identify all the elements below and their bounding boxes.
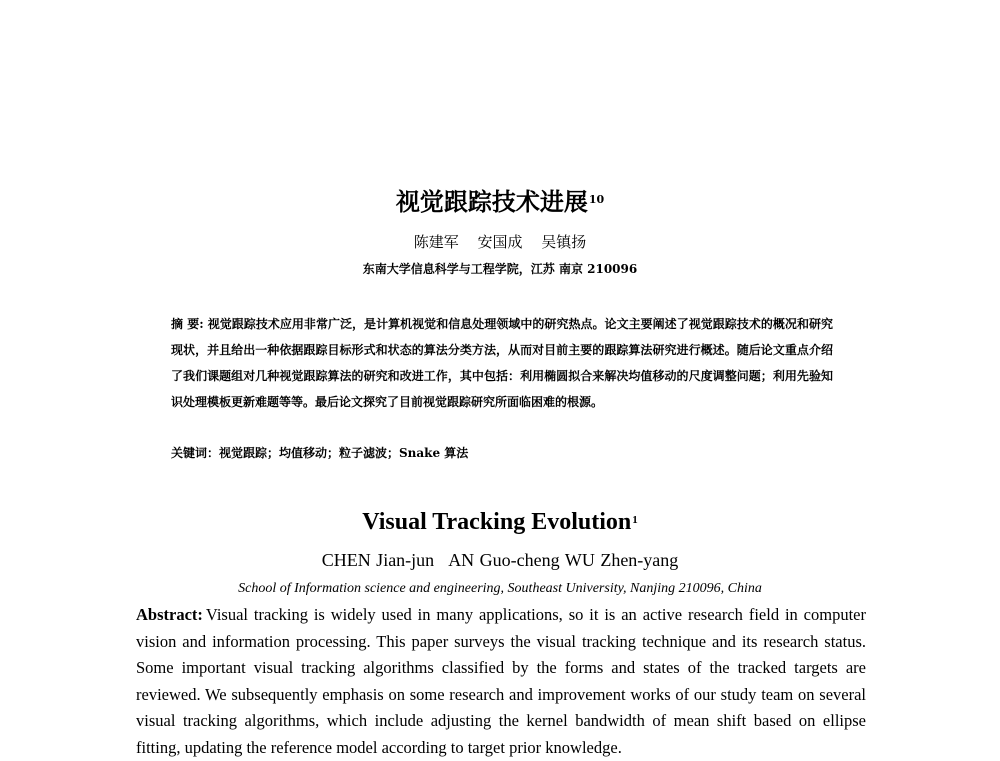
chinese-authors: 陈建军 安国成 吴镇扬 xyxy=(413,233,587,251)
english-abstract-label: Abstract: xyxy=(136,605,203,624)
chinese-keywords-text: 视觉跟踪；均值移动；粒子滤波；Snake 算法 xyxy=(219,446,469,460)
english-title-text: Visual Tracking Evolution xyxy=(362,509,632,535)
english-author-1: CHEN Jian-jun xyxy=(321,550,435,570)
chinese-keywords-label: 关键词： xyxy=(171,446,220,460)
english-title-footnote: 1 xyxy=(632,514,638,526)
english-abstract xyxy=(136,602,866,761)
chinese-abstract xyxy=(171,311,833,415)
english-affiliation: School of Information science and engineering, Southeast University, Nanjing 210096, China xyxy=(238,581,762,596)
chinese-abstract-text: 视觉跟踪技术应用非常广泛，是计算机视觉和信息处理领域中的研究热点。论文主要阐述了视觉跟踪技术的概况和研究现状，并且给出一种依据跟踪目标形式和状态的算法分类方法，从而对目前主要的跟踪算法研究进行概述。随后论文重点介绍了我们课题组对几种视觉跟踪算法的研究和改进工作，其中包括：利用椭圆拟合来解决均值移动的尺度调整问题；利用先验知识处理模板更新难题等等。最后论文探究了目前视觉跟踪研究所面临困难的根源。 xyxy=(171,317,833,409)
chinese-keywords xyxy=(171,443,833,463)
english-author-2: AN Guo-cheng WU Zhen-yang xyxy=(448,550,679,570)
chinese-affiliation: 东南大学信息科学与工程学院，江苏 南京 210096 xyxy=(362,262,638,276)
english-abstract-text: Visual tracking is widely used in many applications, so it is an active research field in computer vision and information processing. This paper surveys the visual tracking technique and its research status. Some important visual tracking algorithms classified by the forms and states of the tracked targets are reviewed. We subsequently emphasis on some research and improvement works of our study team on several visual tracking algorithms, which include adjusting the kernel bandwidth of mean shift based on ellipse fitting, updating the reference model according to target prior knowledge. xyxy=(136,605,866,757)
chinese-abstract-label: 摘 要: xyxy=(171,317,204,331)
english-authors xyxy=(0,549,1000,571)
chinese-title xyxy=(0,188,1000,216)
chinese-title-footnote: 10 xyxy=(588,193,605,206)
english-title xyxy=(0,507,1000,537)
chinese-title-text: 视觉跟踪技术进展 xyxy=(395,187,588,216)
